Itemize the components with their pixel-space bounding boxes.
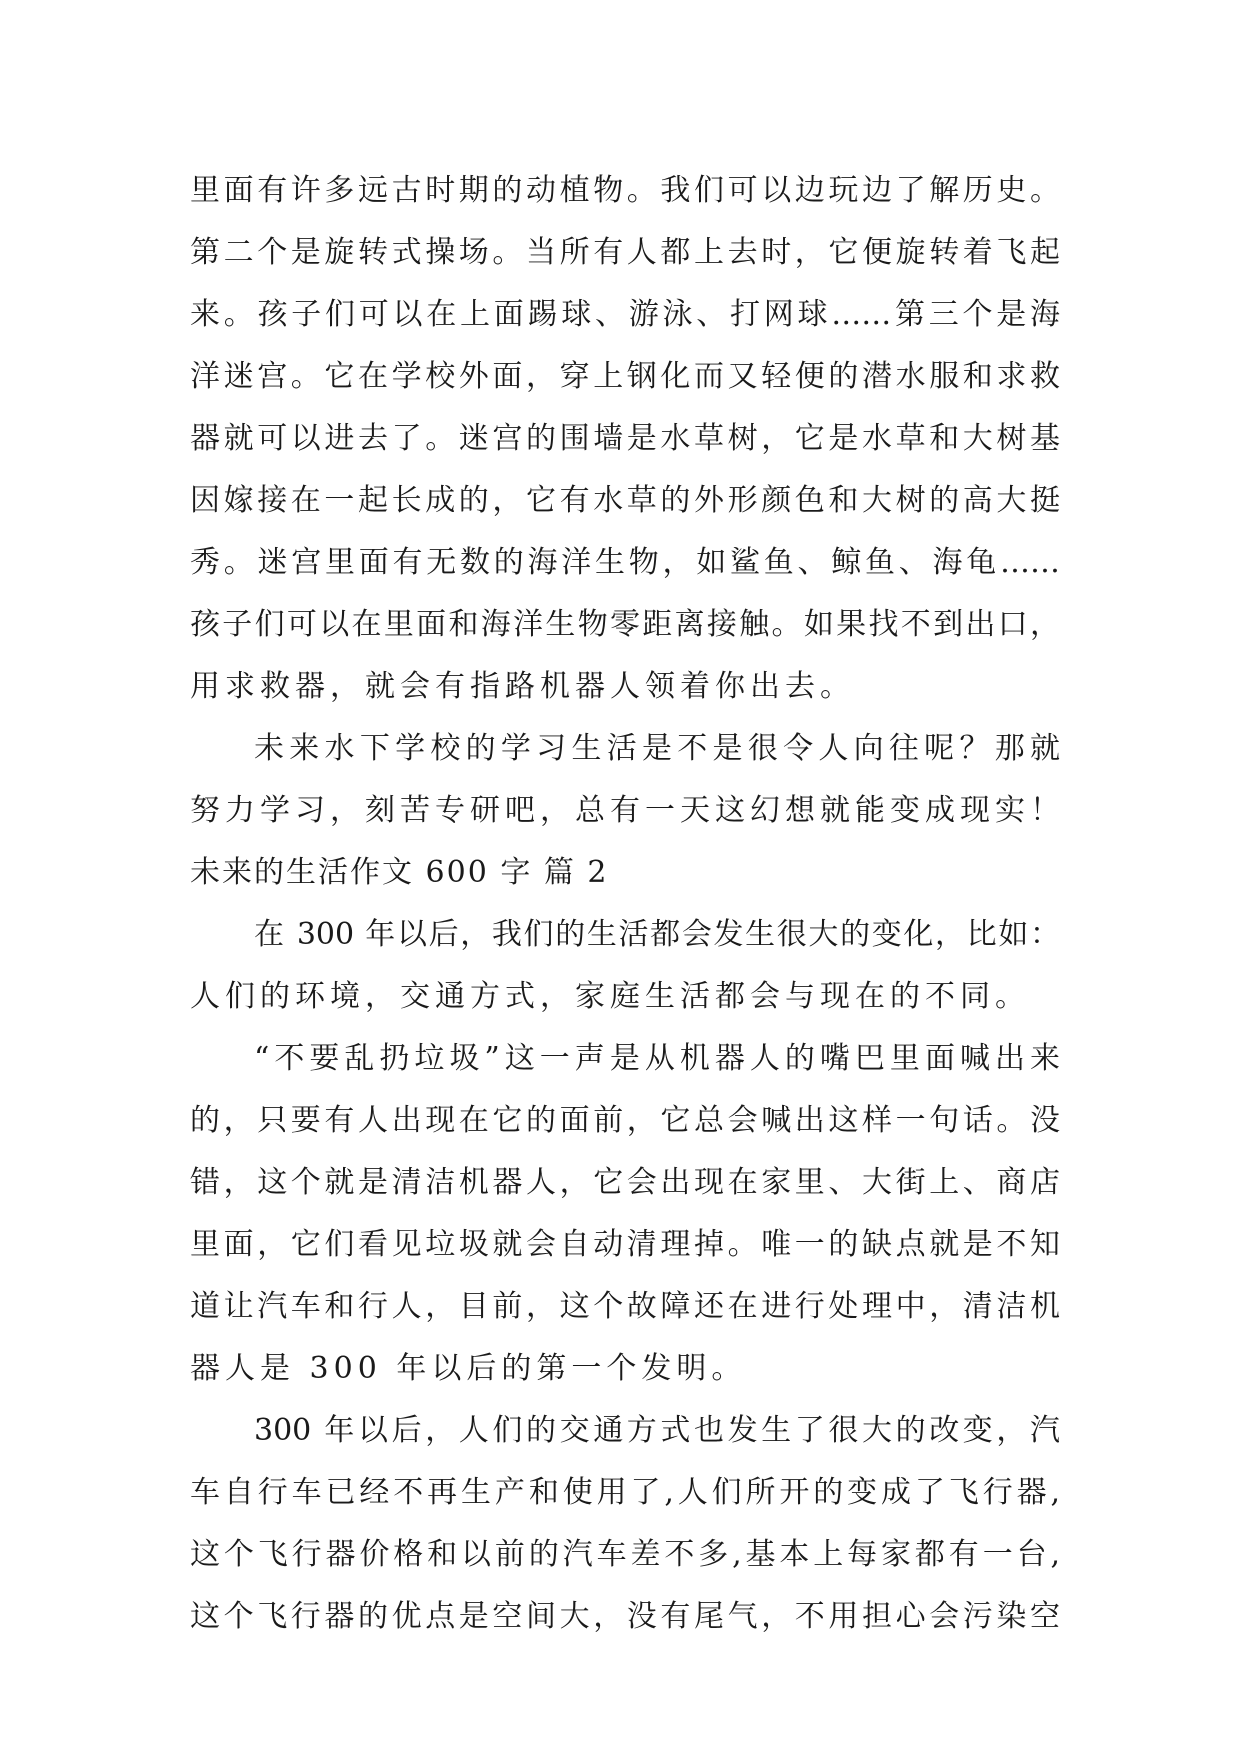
text-line-content: 人们的环境，交通方式，家庭生活都会与现在的不同。 [190,979,1030,1014]
text-line-content: 来。孩子们可以在上面踢球、游泳、打网球……第三个是海 [190,297,1060,332]
text-line-content: 未来水下学校的学习生活是不是很令人向往呢？那就 [254,731,1060,766]
text-line-content: 这个飞行器价格和以前的汽车差不多,基本上每家都有一台, [190,1537,1060,1572]
text-line-content: 器人是 300 年以后的第一个发明。 [190,1351,747,1386]
text-line-5 [190,408,1060,470]
text-line-17 [190,1152,1060,1214]
essay-text [190,160,1065,1648]
text-line-24 [190,1586,1060,1648]
text-line-content: 300 年以后，人们的交通方式也发生了很大的改变，汽 [254,1413,1060,1448]
text-line-23 [190,1524,1060,1586]
text-line-content: 器就可以进去了。迷宫的围墙是水草树，它是水草和大树基 [190,421,1060,456]
text-line-content: 孩子们可以在里面和海洋生物零距离接触。如果找不到出口， [190,607,1060,642]
text-line-19 [190,1276,1060,1338]
text-line-3 [190,284,1060,346]
section-heading-text: 未来的生活作文 600 字 篇 2 [190,855,609,890]
text-line-14 [190,966,1060,1028]
text-line-11 [190,780,1065,842]
text-line-21 [190,1400,1060,1462]
text-line-content: 用求救器，就会有指路机器人领着你出去。 [190,669,855,704]
text-line-9 [190,656,1060,718]
text-line-20 [190,1338,1060,1400]
text-line-content: 里面有许多远古时期的动植物。我们可以边玩边了解历史。 [190,173,1060,208]
text-line-content: 秀。迷宫里面有无数的海洋生物，如鲨鱼、鲸鱼、海龟…… [190,545,1060,580]
text-line-content: 错，这个就是清洁机器人，它会出现在家里、大街上、商店 [190,1165,1060,1200]
text-line-7 [190,532,1060,594]
text-line-content: 车自行车已经不再生产和使用了,人们所开的变成了飞行器, [190,1475,1060,1510]
text-line-content: 的，只要有人出现在它的面前，它总会喊出这样一句话。没 [190,1103,1060,1138]
text-line-18 [190,1214,1060,1276]
text-line-content: 里面，它们看见垃圾就会自动清理掉。唯一的缺点就是不知 [190,1227,1060,1262]
text-line-content: 这个飞行器的优点是空间大，没有尾气，不用担心会污染空 [190,1599,1060,1634]
text-line-1 [190,160,1060,222]
text-line-4 [190,346,1060,408]
text-line-16 [190,1090,1060,1152]
text-line-content: 因嫁接在一起长成的，它有水草的外形颜色和大树的高大挺 [190,483,1060,518]
text-line-6 [190,470,1060,532]
text-line-content: 道让汽车和行人，目前，这个故障还在进行处理中，清洁机 [190,1289,1060,1324]
text-line-10 [190,718,1060,780]
text-line-13 [190,904,1060,966]
text-line-15 [190,1028,1060,1090]
text-line-content: 在 300 年以后，我们的生活都会发生很大的变化，比如： [254,917,1060,952]
text-line-content: 努力学习，刻苦专研吧，总有一天这幻想就能变成现实！ [190,793,1065,828]
section-heading [190,842,1060,904]
text-line-content: 洋迷宫。它在学校外面，穿上钢化而又轻便的潜水服和求救 [190,359,1060,394]
text-line-content: 第二个是旋转式操场。当所有人都上去时，它便旋转着飞起 [190,235,1060,270]
text-line-22 [190,1462,1060,1524]
text-line-8 [190,594,1060,656]
text-line-content: “不要乱扔垃圾”这一声是从机器人的嘴巴里面喊出来 [254,1041,1060,1076]
text-line-2 [190,222,1060,284]
